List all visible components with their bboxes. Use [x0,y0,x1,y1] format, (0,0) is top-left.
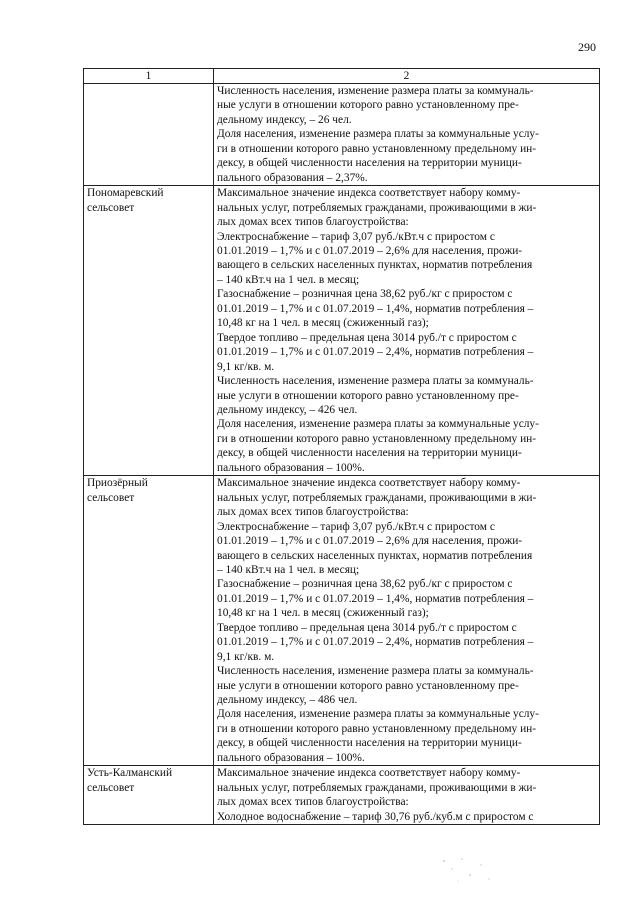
index-description [214,766,600,825]
electricity-paragraph: Электроснабжение – тариф 3,07 руб./кВт.ч с приростом с 01.01.2019 – 1,7% и с 01.07.2019 – 2,6% для населения, прожи- вающего в сельских населенных пунктах, норматив потребления – 140 кВт.ч на 1 чел. в месяц; [217,230,533,286]
cold-water-paragraph: Холодное водоснабжение – тариф 30,76 руб./куб.м с приростом с [217,810,534,823]
municipality-name: Приозёрный сельсовет [84,476,214,766]
scan-specks [440,855,500,885]
column-header-2: 2 [214,69,600,84]
solid-fuel-paragraph: Твердое топливо – предельная цена 3014 руб./т с приростом с 01.01.2019 – 1,7% и с 01.07.2019 – 2,4%, норматив потребления – 9,1 кг/кв. м. [217,331,534,373]
index-intro-paragraph: Максимальное значение индекса соответствует набору комму- нальных услуг, потребляемых гражданами, проживающими в жи- лых домах всех типов благоустройства: [217,767,537,809]
table-row [84,186,600,476]
index-description [214,476,600,766]
table-row [84,84,600,186]
index-description [214,186,600,476]
gas-paragraph: Газоснабжение – розничная цена 38,62 руб./кг с приростом с 01.01.2019 – 1,7% и с 01.07.2019 – 1,4%, норматив потребления – 10,48 кг на 1 чел. в месяц (сжиженный газ); [217,578,534,620]
page-number: 290 [578,40,596,54]
population-count-paragraph: Численность населения, изменение размера платы за коммуналь- ные услуги в отношении которого равно установленному пре- дельному индексу, – 26 чел. [217,85,534,126]
index-intro-paragraph: Максимальное значение индекса соответствует набору комму- нальных услуг, потребляемых гражданами, проживающими в жи- лых домах всех типов благоустройства: [217,477,537,519]
municipality-name: Усть-Калманский сельсовет [84,766,214,825]
index-intro-paragraph: Максимальное значение индекса соответствует набору комму- нальных услуг, потребляемых гражданами, проживающими в жи- лых домах всех типов благоустройства: [217,187,537,229]
solid-fuel-paragraph: Твердое топливо – предельная цена 3014 руб./т с приростом с 01.01.2019 – 1,7% и с 01.07.2019 – 2,4%, норматив потребления – 9,1 кг/кв. м. [217,621,534,663]
table-row [84,476,600,766]
population-count-paragraph: Численность населения, изменение размера платы за коммуналь- ные услуги в отношении которого равно установленному пре- дельному индексу, – 486 чел. [217,665,534,707]
gas-paragraph: Газоснабжение – розничная цена 38,62 руб./кг с приростом с 01.01.2019 – 1,7% и с 01.07.2019 – 1,4%, норматив потребления – 10,48 кг на 1 чел. в месяц (сжиженный газ); [217,288,534,330]
table-row [84,766,600,825]
electricity-paragraph: Электроснабжение – тариф 3,07 руб./кВт.ч с приростом с 01.01.2019 – 1,7% и с 01.07.2019 – 2,6% для населения, прожи- вающего в сельских населенных пунктах, норматив потребления – 140 кВт.ч на 1 чел. в месяц; [217,520,533,576]
column-header-1: 1 [84,69,214,84]
population-share-paragraph: Доля населения, изменение размера платы за коммунальные услу- ги в отношении которого равно установленному предельному ин- дексу, в общей численности населения на территории муници- пального образования – 100%. [217,418,539,474]
index-description [214,84,600,186]
municipality-name [84,84,214,186]
municipality-name: Пономаревский сельсовет [84,186,214,476]
municipal-index-table [83,68,600,825]
population-share-paragraph: Доля населения, изменение размера платы за коммунальные услу- ги в отношении которого равно установленному предельному ин- дексу, в общей численности населения на территории муници- пального образования – 2,37%. [217,128,539,184]
population-count-paragraph: Численность населения, изменение размера платы за коммуналь- ные услуги в отношении которого равно установленному пре- дельному индексу, – 426 чел. [217,375,534,416]
header-row [84,69,600,84]
population-share-paragraph: Доля населения, изменение размера платы за коммунальные услу- ги в отношении которого равно установленному предельному ин- дексу, в общей численности населения на территории муници- пального образования – 100%. [217,708,539,764]
